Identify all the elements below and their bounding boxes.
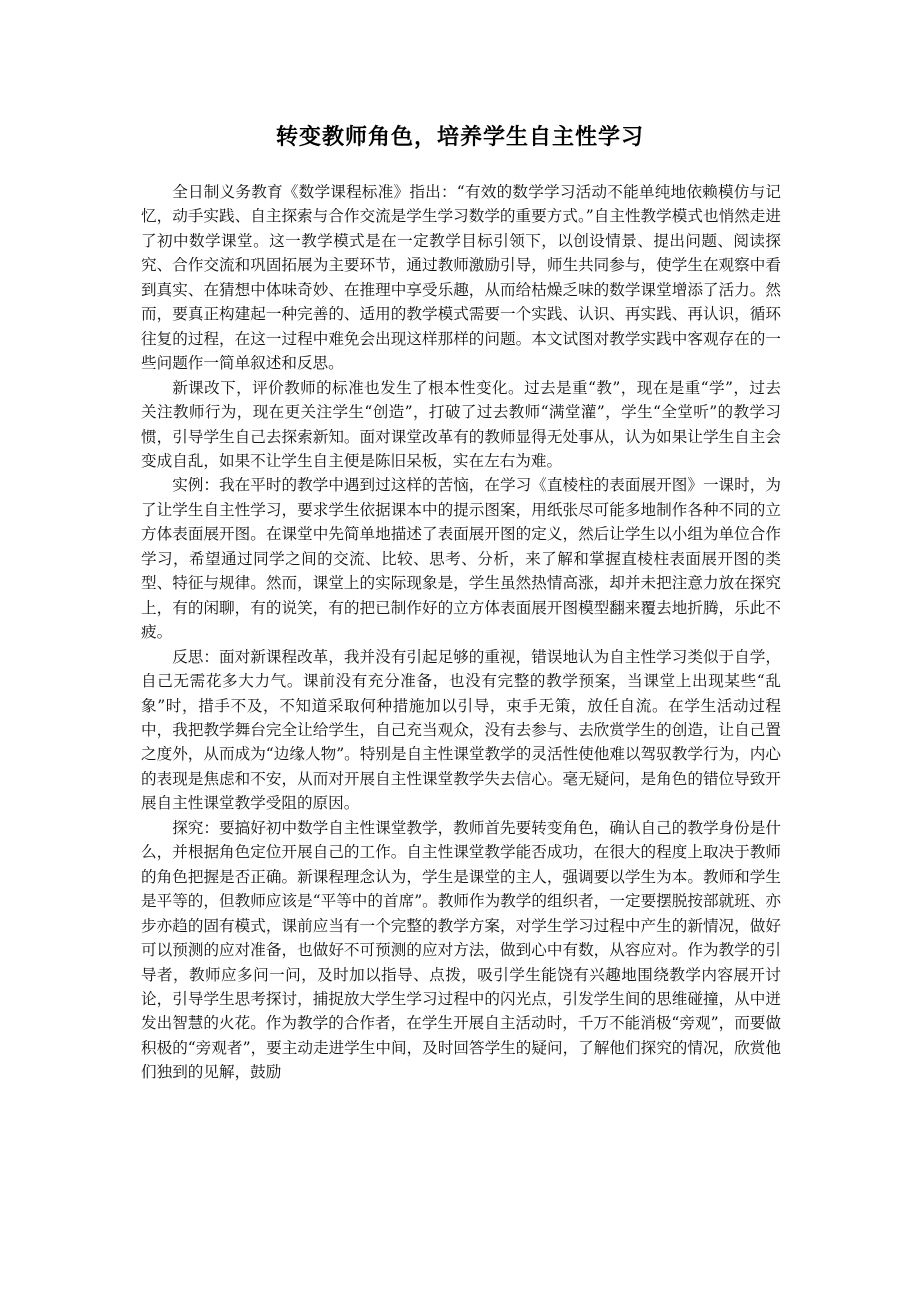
paragraph-example: 实例：我在平时的教学中遇到过这样的苦恼，在学习《直棱柱的表面展开图》一课时，为了让学生自主性学习，要求学生依据课本中的提示图案，用纸张尽可能多地制作各种不同的立方体表面展开图。在课堂中先简单地描述了表面展开图的定义，然后让学生以小组为单位合作学习，希望通过同学之间的交流、比较、思考、分析，来了解和掌握直棱柱表面展开图的类型、特征与规律。然而，课堂上的实际现象是，学生虽然热情高涨，却并未把注意力放在探究上，有的闲聊，有的说笑，有的把已制作好的立方体表面展开图模型翻来覆去地折腾，乐此不疲。 [141,476,781,642]
paragraph-intro: 全日制义务教育《数学课程标准》指出：“有效的数学学习活动不能单纯地依赖模仿与记忆，动手实践、自主探索与合作交流是学生学习数学的重要方式。”自主性教学模式也悄然走进了初中数学课堂。这一教学模式是在一定教学目标引领下，以创设情景、提出问题、阅读探究、合作交流和巩固拓展为主要环节，通过教师激励引导，师生共同参与，使学生在观察中看到真实、在猜想中体味奇妙、在推理中享受乐趣，从而给枯燥乏味的数学课堂增添了活力。然而，要真正构建起一种完善的、适用的教学模式需要一个实践、认识、再实践、再认识，循环往复的过程，在这一过程中难免会出现这样那样的问题。本文试图对教学实践中客观存在的一些问题作一简单叙述和反思。 [141,183,781,373]
document-body [141,180,781,1085]
paragraph-reflection: 反思：面对新课程改革，我并没有引起足够的重视，错误地认为自主性学习类似于自学，自己无需花多大力气。课前没有充分准备，也没有完整的教学预案，当课堂上出现某些“乱象”时，措手不及，不知道采取何种措施加以引导，束手无策，放任自流。在学生活动过程中，我把教学舞台完全让给学生，自己充当观众，没有去参与、去欣赏学生的创造，让自己置之度外，从而成为“边缘人物”。特别是自主性课堂教学的灵活性使他难以驾驭教学行为，内心的表现是焦虑和不安，从而对开展自主性课堂教学失去信心。毫无疑问，是角色的错位导致开展自主性课堂教学受阻的原因。 [141,647,781,813]
paragraph-reform: 新课改下，评价教师的标准也发生了根本性变化。过去是重“教”，现在是重“学”，过去关注教师行为，现在更关注学生“创造”，打破了过去教师“满堂灌”，学生“全堂听”的教学习惯，引导学生自己去探索新知。面对课堂改革有的教师显得无处事从，认为如果让学生自主会变成自乱，如果不让学生自主便是陈旧呆板，实在左右为难。 [141,378,781,470]
document-title: 转变教师角色，培养学生自主性学习 [275,125,644,150]
paragraph-exploration: 探究：要搞好初中数学自主性课堂教学，教师首先要转变角色，确认自己的教学身份是什么，并根据角色定位开展自己的工作。自主性课堂教学能否成功，在很大的程度上取决于教师的角色把握是否正确。新课程理念认为，学生是课堂的主人，强调要以学生为本。教师和学生是平等的，但教师应该是“平等中的首席”。教师作为教学的组织者，一定要摆脱按部就班、亦步亦趋的固有模式，课前应当有一个完整的教学方案，对学生学习过程中产生的新情况，做好可以预测的应对准备，也做好不可预测的应对方法，做到心中有数，从容应对。作为教学的引导者，教师应多问一问，及时加以指导、点拨，吸引学生能饶有兴趣地围绕教学内容展开讨论，引导学生思考探讨，捕捉放大学生学习过程中的闪光点，引发学生间的思维碰撞，从中迸发出智慧的火花。作为教学的合作者，在学生开展自主活动时，千万不能消极“旁观”，而要做积极的“旁观者”，要主动走进学生中间，及时回答学生的疑问，了解他们探究的情况，欣赏他们独到的见解，鼓励 [141,818,781,1082]
